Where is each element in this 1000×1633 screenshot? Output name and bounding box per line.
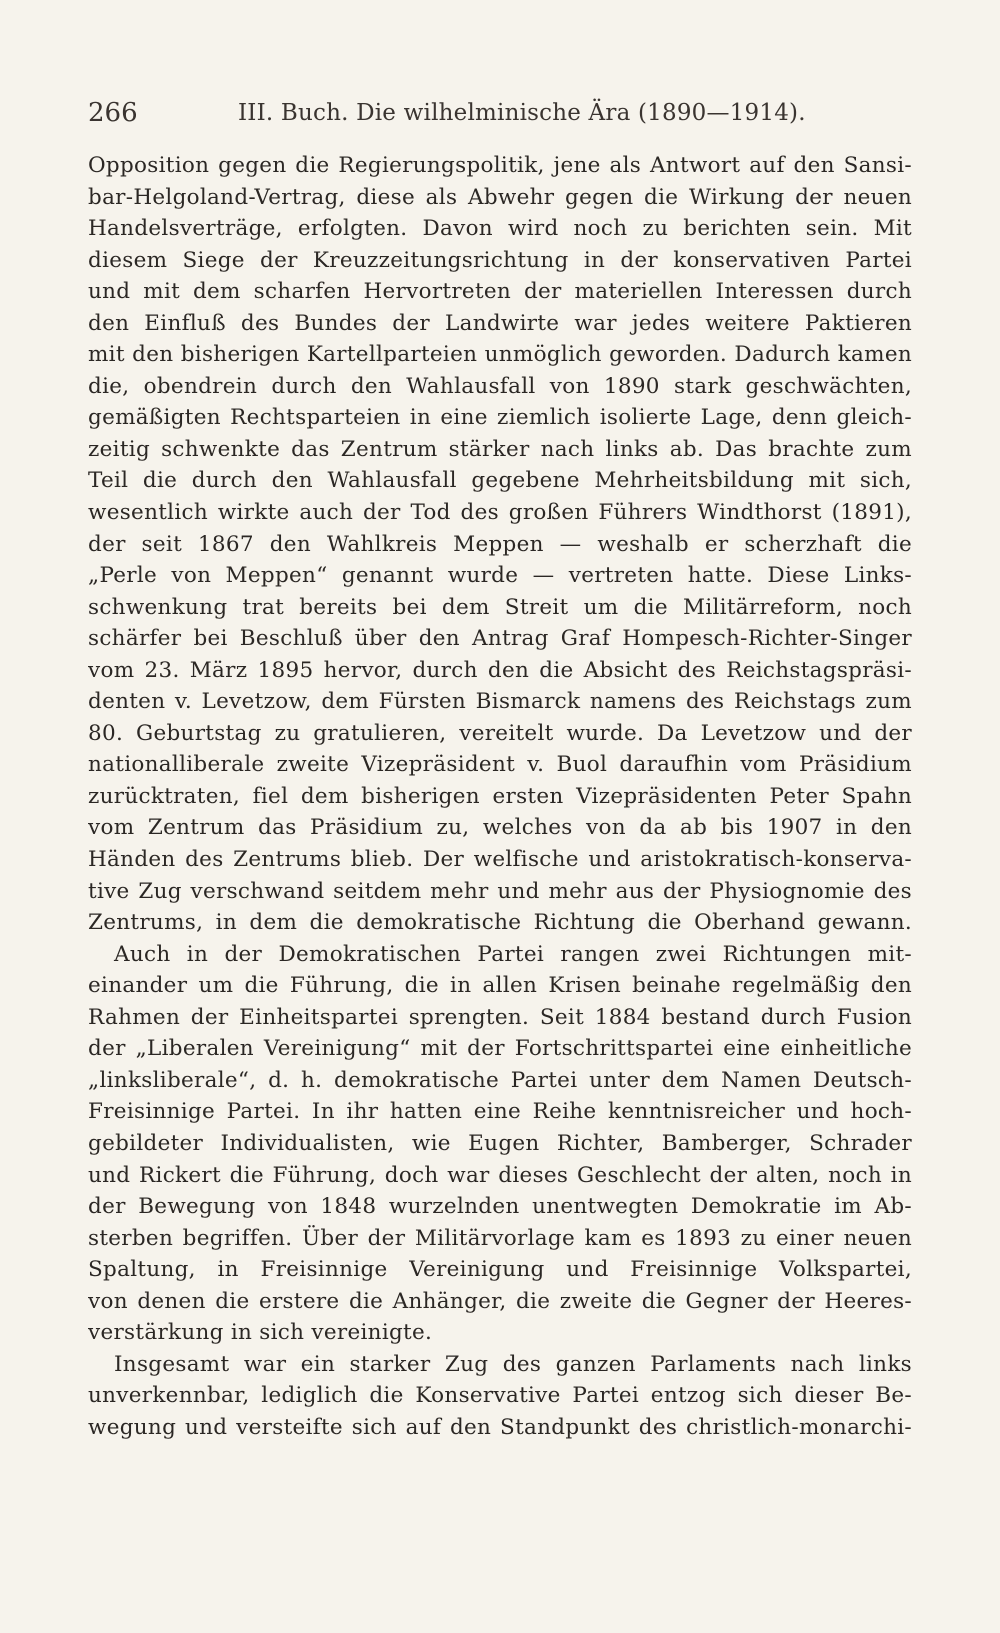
body-text: [88, 150, 912, 1443]
text-line: 80. Geburtstag zu gratulieren, vereitelt wurde. Da Levetzow und der: [88, 720, 912, 746]
text-line: „Perle von Meppen“ genannt wurde — vertreten hatte. Diese Links-: [88, 563, 912, 589]
text-line: Zentrums, in dem die demokratische Richtung die Oberhand gewann.: [88, 910, 912, 936]
text-line: einander um die Führung, die in allen Krisen beinahe regelmäßig den: [88, 973, 912, 999]
page-header: [88, 98, 912, 138]
text-line: Insgesamt war ein starker Zug des ganzen Parlaments nach links: [114, 1351, 912, 1377]
text-line: schärfer bei Beschluß über den Antrag Graf Hompesch-Richter-Singer: [88, 626, 912, 652]
text-line: vom 23. März 1895 hervor, durch den die Absicht des Reichstagspräsi-: [88, 657, 912, 683]
text-line: bar-Helgoland-Vertrag, diese als Abwehr gegen die Wirkung der neuen: [88, 184, 912, 210]
text-line: wesentlich wirkte auch der Tod des großen Führers Windthorst (1891),: [88, 500, 912, 526]
text-line: vom Zentrum das Präsidium zu, welches von da ab bis 1907 in den: [88, 815, 912, 841]
text-line: gebildeter Individualisten, wie Eugen Richter, Bamberger, Schrader: [88, 1130, 912, 1156]
running-head: III. Buch. Die wilhelminische Ära (1890—1914).: [238, 100, 806, 126]
text-line: der seit 1867 den Wahlkreis Meppen — weshalb er scherzhaft die: [88, 531, 912, 557]
text-line: gemäßigten Rechtsparteien in eine ziemlich isolierte Lage, denn gleich-: [88, 405, 912, 431]
text-line: tive Zug verschwand seitdem mehr und mehr aus der Physiognomie des: [88, 878, 912, 904]
text-line: Spaltung, in Freisinnige Vereinigung und Freisinnige Volkspartei,: [88, 1257, 912, 1283]
text-line: Handelsverträge, erfolgten. Davon wird noch zu berichten sein. Mit: [88, 216, 912, 242]
text-line: der Bewegung von 1848 wurzelnden unentwegten Demokratie im Ab-: [88, 1194, 912, 1220]
page-number: 266: [88, 98, 138, 128]
text-line: diesem Siege der Kreuzzeitungsrichtung in der konservativen Partei: [88, 247, 912, 273]
text-line: sterben begriffen. Über der Militärvorlage kam es 1893 zu einer neuen: [88, 1225, 912, 1251]
text-line: Opposition gegen die Regierungspolitik, jene als Antwort auf den Sansi-: [88, 153, 912, 178]
text-line: Händen des Zentrums blieb. Der welfische und aristokratisch-konserva-: [88, 847, 912, 873]
text-line: die, obendrein durch den Wahlausfall von 1890 stark geschwächten,: [88, 373, 912, 399]
text-line: Auch in der Demokratischen Partei rangen zwei Richtungen mit-: [114, 941, 912, 967]
text-line: schwenkung trat bereits bei dem Streit um die Militärreform, noch: [88, 594, 912, 620]
text-line: unverkennbar, lediglich die Konservative Partei entzog sich dieser Be-: [88, 1383, 912, 1409]
text-line: und Rickert die Führung, doch war dieses Geschlecht der alten, noch in: [88, 1162, 912, 1188]
text-line: der „Liberalen Vereinigung“ mit der Fortschrittspartei eine einheitliche: [88, 1036, 912, 1062]
text-line: und mit dem scharfen Hervortreten der materiellen Interessen durch: [88, 279, 912, 305]
text-line: zeitig schwenkte das Zentrum stärker nach links ab. Das brachte zum: [88, 436, 912, 462]
text-line: wegung und versteifte sich auf den Standpunkt des christlich-monarchi-: [88, 1414, 912, 1440]
text-line: „linksliberale“, d. h. demokratische Partei unter dem Namen Deutsch-: [88, 1067, 912, 1093]
text-line: mit den bisherigen Kartellparteien unmöglich geworden. Dadurch kamen: [88, 342, 912, 368]
text-line: Freisinnige Partei. In ihr hatten eine Reihe kenntnisreicher und hoch-: [88, 1099, 912, 1125]
text-line: denten v. Levetzow, dem Fürsten Bismarck namens des Reichstags zum: [88, 689, 912, 715]
text-line: von denen die erstere die Anhänger, die zweite die Gegner der Heeres-: [88, 1288, 912, 1314]
text-line: Teil die durch den Wahlausfall gegebene Mehrheitsbildung mit sich,: [88, 468, 912, 494]
text-line: zurücktraten, fiel dem bisherigen ersten Vizepräsidenten Peter Spahn: [88, 783, 912, 809]
text-line: verstärkung in sich vereinigte.: [88, 1320, 433, 1346]
text-line: nationalliberale zweite Vizepräsident v. Buol daraufhin vom Präsidium: [88, 752, 912, 778]
text-line: den Einfluß des Bundes der Landwirte war jedes weitere Paktieren: [88, 310, 912, 336]
text-line: Rahmen der Einheitspartei sprengten. Seit 1884 bestand durch Fusion: [88, 1004, 912, 1030]
